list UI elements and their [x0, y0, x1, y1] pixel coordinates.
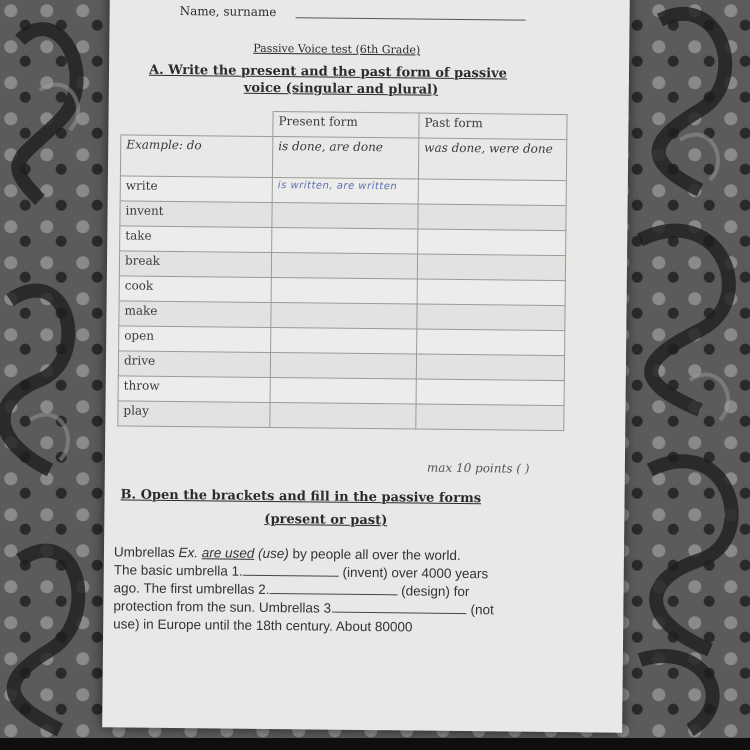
present-answer-cell[interactable]: [271, 328, 417, 355]
past-answer-cell[interactable]: [417, 329, 565, 356]
past-answer-cell[interactable]: [417, 304, 565, 331]
header-past-form: Past form: [419, 113, 567, 140]
header-empty-cell: [121, 110, 273, 137]
section-a-heading-line2: voice (singular and plural): [243, 80, 439, 98]
present-answer-cell[interactable]: [270, 353, 416, 380]
present-answer-cell[interactable]: [270, 402, 416, 429]
passage-hint: (invent) over 4000 years: [342, 564, 489, 582]
table-row: [118, 401, 564, 431]
verb-cell: play: [118, 401, 270, 428]
section-a-heading-line1: A. Write the present and the past form of passive: [148, 62, 508, 82]
present-answer-cell[interactable]: [270, 377, 416, 404]
section-b-heading-line1: B. Open the brackets and fill in the passive forms: [120, 487, 482, 507]
passage-text: by people all over the world.: [288, 546, 461, 564]
example-present: is done, are done: [272, 137, 418, 180]
verb-cell: cook: [119, 276, 271, 303]
verb-cell: invent: [120, 201, 272, 228]
verb-cell: throw: [118, 376, 270, 403]
past-answer-cell[interactable]: [416, 354, 564, 381]
present-answer-cell[interactable]: [272, 203, 418, 230]
blank-2-input[interactable]: [269, 593, 397, 595]
present-answer-cell[interactable]: [272, 228, 418, 255]
name-label: Name, surname: [179, 4, 277, 20]
passage-text: protection from the sun. Umbrellas 3.: [113, 598, 335, 616]
example-row: [120, 135, 566, 181]
past-answer-cell[interactable]: [417, 279, 565, 306]
past-answer-cell[interactable]: [418, 179, 566, 206]
present-answer-cell[interactable]: [271, 278, 417, 305]
example-label: Example: do: [120, 135, 272, 178]
present-answer-cell[interactable]: [271, 303, 417, 330]
passage-hint: (not: [470, 602, 494, 618]
passage-example-marker: Ex.: [178, 545, 199, 561]
verb-forms-table: [117, 109, 567, 431]
verb-cell: take: [120, 226, 272, 253]
verb-cell: write: [120, 176, 272, 203]
passage-text: ago. The first umbrellas 2.: [113, 580, 270, 598]
bottom-dark-bar: [0, 738, 750, 750]
blank-3-input[interactable]: [335, 612, 467, 614]
past-answer-cell[interactable]: [418, 229, 566, 256]
max-points-note: max 10 points ( ): [426, 460, 530, 476]
umbrella-passage: [113, 543, 546, 638]
worksheet-paper: [102, 0, 630, 733]
present-answer-cell[interactable]: [271, 253, 417, 280]
name-input-line[interactable]: [296, 17, 526, 20]
verb-cell: break: [119, 251, 271, 278]
passage-text: use) in Europe until the 18th century. About 80000: [113, 616, 413, 635]
past-answer-cell[interactable]: [416, 404, 564, 431]
header-present-form: Present form: [273, 112, 419, 139]
past-answer-cell[interactable]: [418, 204, 566, 231]
passage-example-answer: are used: [201, 545, 255, 561]
blank-1-input[interactable]: [243, 575, 339, 577]
passage-text: Umbrellas: [113, 544, 179, 561]
test-title: Passive Voice test (6th Grade): [253, 41, 421, 57]
past-answer-cell[interactable]: [417, 254, 565, 281]
example-past: was done, were done: [418, 138, 566, 181]
verb-cell: open: [119, 326, 271, 353]
present-answer-cell[interactable]: is written, are written: [272, 178, 418, 205]
section-b-heading-line2: (present or past): [264, 511, 388, 529]
passage-text: The basic umbrella 1.: [113, 562, 243, 579]
verb-cell: make: [119, 301, 271, 328]
verb-cell: drive: [118, 351, 270, 378]
passage-hint: (use): [257, 545, 289, 562]
past-answer-cell[interactable]: [416, 379, 564, 406]
passage-hint: (design) for: [401, 583, 470, 600]
